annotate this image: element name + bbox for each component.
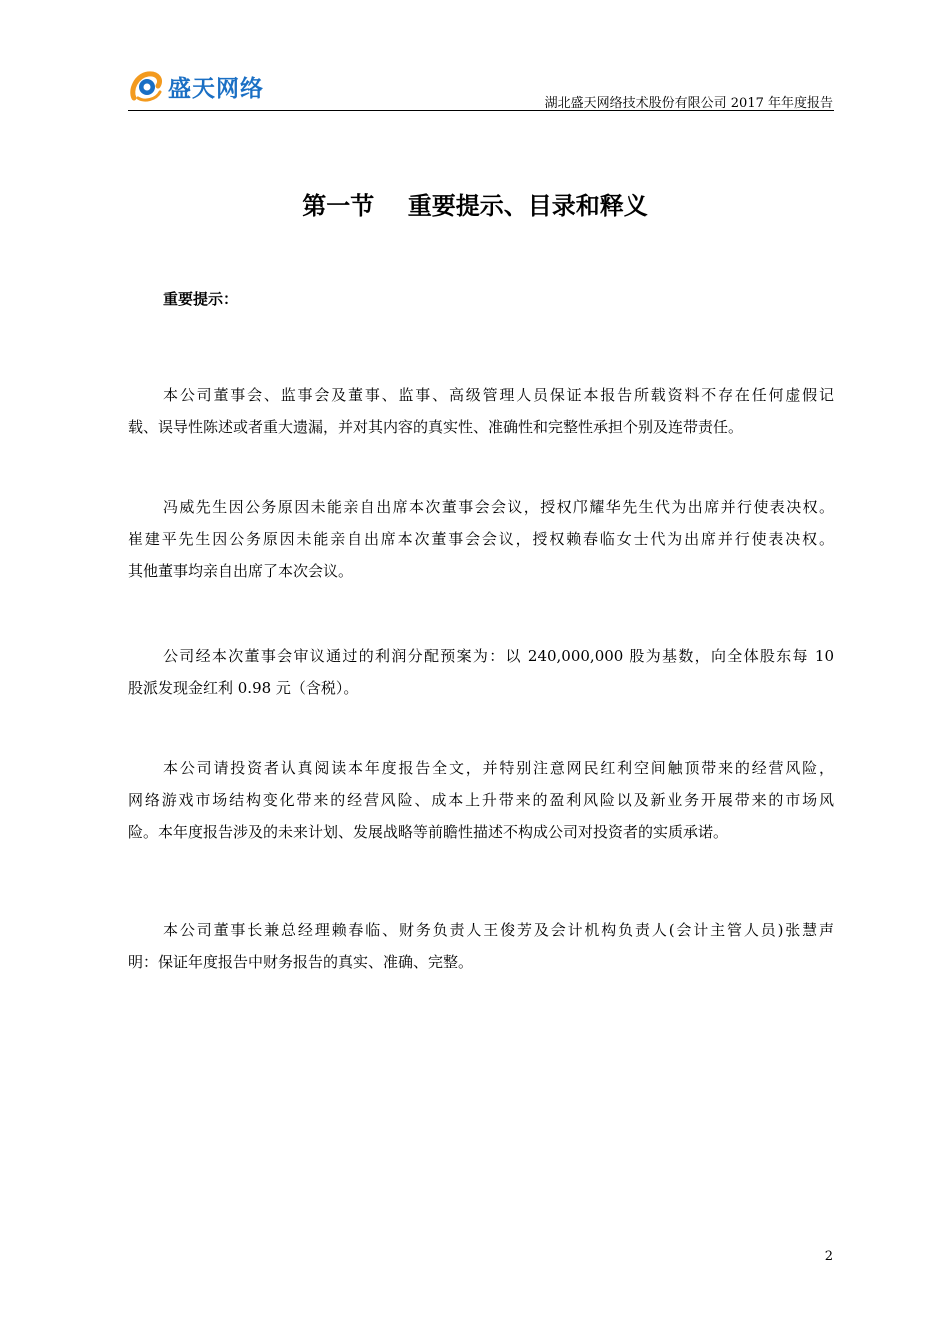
report-header-title: 湖北盛天网络技术股份有限公司 2017 年年度报告 xyxy=(544,96,833,111)
paragraph-line: 本公司董事会、监事会及董事、监事、高级管理人员保证本报告所载资料不存在任何虚假记 xyxy=(163,386,834,404)
paragraph-line: 网络游戏市场结构变化带来的经营风险、成本上升带来的盈利风险以及新业务开展带来的市场风 xyxy=(128,791,834,809)
logo-text: 盛天网络 xyxy=(168,75,264,102)
paragraph-line: 冯威先生因公务原因未能亲自出席本次董事会会议，授权邝耀华先生代为出席并行使表决权。 xyxy=(163,498,834,516)
paragraph-line: 公司经本次董事会审议通过的利润分配预案为：以 240,000,000 股为基数，向全体股东每 10 xyxy=(163,647,834,665)
paragraph-line: 险。本年度报告涉及的未来计划、发展战略等前瞻性描述不构成公司对投资者的实质承诺。 xyxy=(128,823,729,841)
paragraph-line: 载、误导性陈述或者重大遗漏，并对其内容的真实性、准确性和完整性承担个别及连带责任。 xyxy=(128,418,744,436)
paragraph-risk-warning xyxy=(128,752,834,848)
paragraph-line: 其他董事均亲自出席了本次会议。 xyxy=(128,562,354,580)
paragraph-dividend xyxy=(128,640,834,704)
paragraph-line: 本公司董事长兼总经理赖春临、财务负责人王俊芳及会计机构负责人(会计主管人员)张慧声 xyxy=(163,921,834,939)
paragraph-responsibility-statement xyxy=(128,914,834,978)
page-number: 2 xyxy=(824,1249,833,1264)
logo-swirl-icon xyxy=(128,68,164,104)
company-logo xyxy=(128,68,264,104)
paragraph-line: 明：保证年度报告中财务报告的真实、准确、完整。 xyxy=(128,953,474,971)
important-notice-label: 重要提示： xyxy=(163,290,239,308)
paragraph-guarantee xyxy=(128,379,834,443)
header-divider xyxy=(128,110,834,111)
section-title: 第一节 重要提示、目录和释义 xyxy=(302,191,648,220)
paragraph-line: 本公司请投资者认真阅读本年度报告全文，并特别注意网民红利空间触顶带来的经营风险， xyxy=(163,759,834,777)
paragraph-attendance xyxy=(128,491,834,587)
paragraph-line: 股派发现金红利 0.98 元（含税）。 xyxy=(128,679,359,697)
paragraph-line: 崔建平先生因公务原因未能亲自出席本次董事会会议，授权赖春临女士代为出席并行使表决权。 xyxy=(128,530,834,548)
